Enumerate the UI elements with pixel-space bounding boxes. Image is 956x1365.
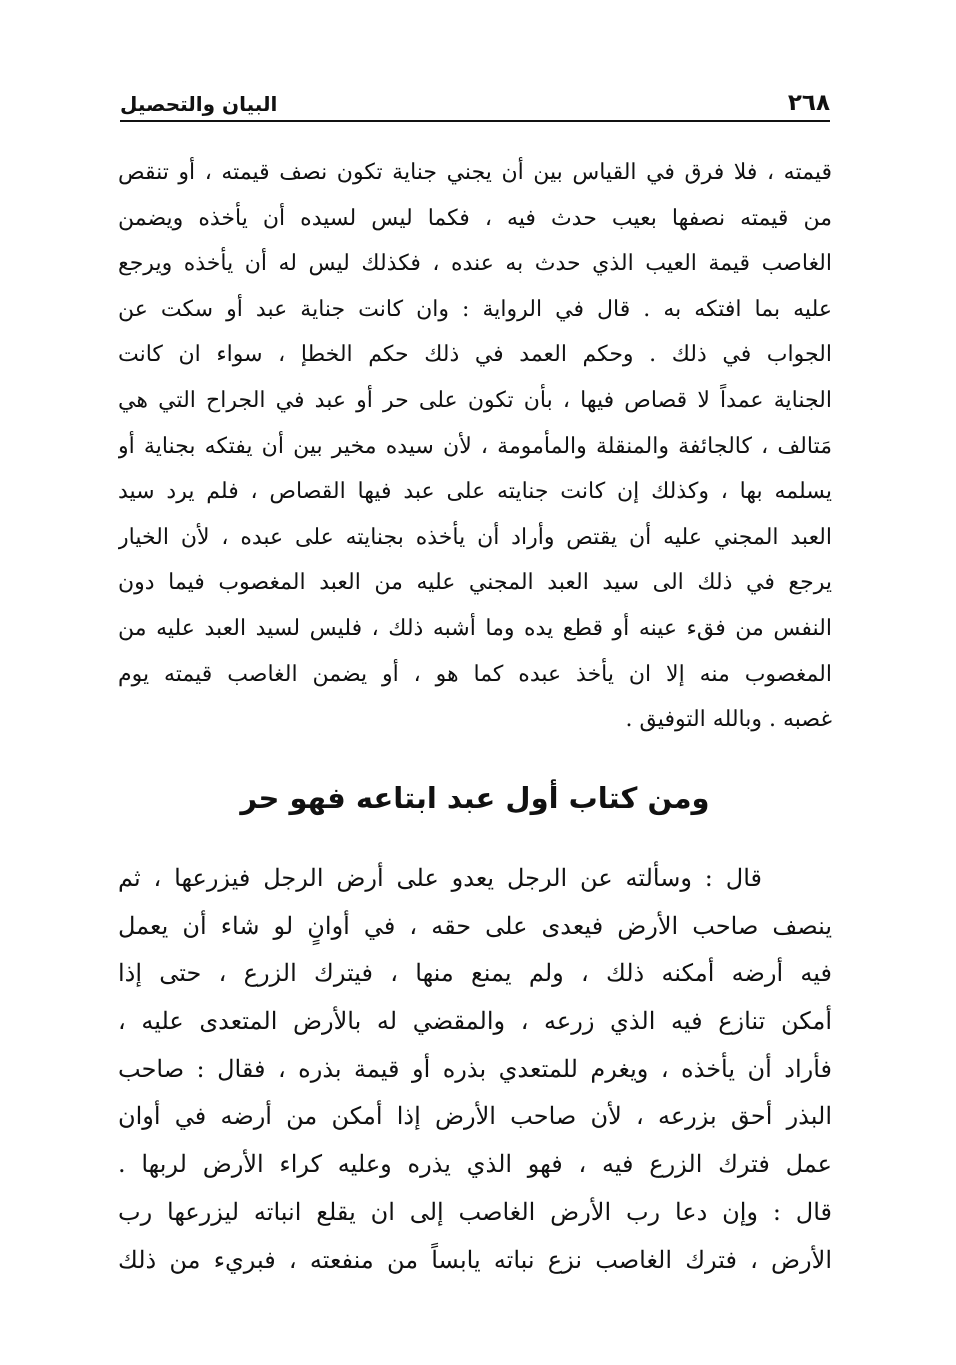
text-line: عليه بما افتكه به . قال في الرواية : وان كانت جناية عبد أو سكت عن [118,296,832,322]
book-title: البيان والتحصيل [120,92,278,116]
text-line: الجناية عمداً لا قصاص فيها ، بأن تكون على حر أو عبد في الجراح التي هي [118,387,832,413]
text-line: أمكن تنازع فيه الذي زرعه ، والمقضي له بالأرض المتعدى عليه ، [118,1007,832,1036]
text-line: عمل فترك الزرع فيه ، فهو الذي يذره وعليه كراء الأرض لربها . [118,1150,832,1179]
text-line: مَتالف ، كالجائفة والمنقلة والمأمومة ، لأن سيده مخير بين أن يفتكه بجناية أو [118,433,832,459]
body-paragraph-2 [118,855,832,1284]
text-line: فيه أرضه أمكنه ذلك ، ولم يمنع منها ، فيترك الزرع ، حتى إذا [118,959,832,988]
text-line-indented [118,855,832,903]
section-heading: ومن كتاب أول عبد ابتاعه فهو حر [240,781,710,815]
text-line: قال : وإن دعا رب الأرض الغاصب إلى ان يقلع انباته ليزرعها رب [118,1197,832,1226]
text-line: المغصوب منه إلا ان يأخذ عبده كما هو ، أو يضمن الغاصب قيمته يوم [118,661,832,687]
text-line: البذر أحق بزرعه ، لأن صاحب الأرض إذا أمكن من أرضه في أوان [118,1102,832,1131]
text-line: الغاصب قيمة العيب الذي حدث به عنده ، فكذلك ليس له أن يأخذه ويرجع [118,251,832,277]
text-line: قيمته ، فلا فرق في القياس بين أن يجني جناية تكون نصف قيمته ، أو تنقص [118,160,832,185]
text-line: الأرض ، فترك الغاصب نزع نباته يابساً من منفعته ، فبريء من ذلك [118,1245,832,1274]
text-line: من قيمته نصفها بعيب حدث فيه ، فكما ليس لسيده أن يأخذه ويضمن [118,205,832,231]
text-line: يسلمه بها ، وكذلك إن كانت جنايته على عبد فيها القصاص ، فلم يرد سيد [118,479,832,505]
running-header [120,86,830,122]
text-line-content: قال : وسألته عن الرجل يعدو على أرض الرجل فيزرعها ، ثم [118,864,762,892]
text-line: غصبه . وبالله التوفيق . [625,707,832,733]
body-paragraph-1 [118,150,832,743]
text-line: العبد المجني عليه أن يقتص وأراد أن يأخذه بجنايته على عبده ، لأن الخيار [118,524,832,550]
text-line: النفس من فقء عينه أو قطع يده وما أشبه ذلك ، فليس لسيد العبد عليه من [118,615,832,641]
text-line: الجواب في ذلك . وحكم العمد في ذلك حكم الخطإ ، سواء ان كانت [118,342,832,368]
page-number: ٢٦٨ [787,90,830,116]
text-line: فأراد أن يأخذه ، ويغرم للمتعدي بذره أو قيمة بذره ، فقال : صاحب [118,1054,832,1083]
text-line: ينصف صاحب الأرض فيعدى على حقه ، في أوانٍ لو شاء أن يعمل [118,911,832,940]
text-line: يرجع في ذلك الى سيد العبد المجني عليه من العبد المغصوب فيما دون [118,570,832,596]
